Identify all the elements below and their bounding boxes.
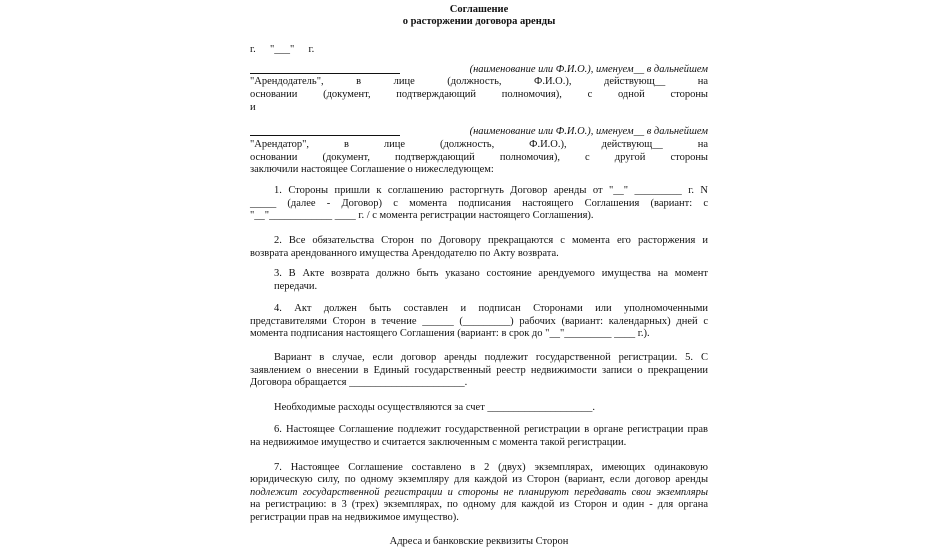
clause7-line4: на регистрацию: в 3 (трех) экземплярах, по одному для каждой из Сторон и один - для органа [250, 499, 708, 510]
clause7-line1: 7. Настоящее Соглашение составлено в 2 (двух) экземплярах, имеющих одинаковую [274, 462, 708, 473]
clause6-line1: 6. Настоящее Соглашение подлежит государственной регистрации в органе регистрации прав [274, 424, 708, 435]
clause2-line1: 2. Все обязательства Сторон по Договору прекращаются с момента его расторжения и [274, 235, 708, 246]
place-date-line: г. "___" г. [250, 44, 315, 55]
party2-text-line3: основании (документ, подтверждающий полномочия), с другой стороны [250, 152, 708, 163]
document-subtitle: о расторжении договора аренды [402, 16, 556, 27]
clause5-line1: Вариант в случае, если договор аренды подлежит государственной регистрации. 5. С [274, 352, 708, 363]
document-title: Соглашение [449, 4, 509, 15]
party1-text-line1: (наименование или Ф.И.О.), именуем__ в дальнейшем [469, 64, 708, 75]
clause1-line2: _____ (далее - Договор) с момента подписания настоящего Соглашения (вариант: с [250, 198, 708, 209]
clause7-line2: юридическую силу, по одному экземпляру для каждой из Сторон (вариант, если договор аренды [250, 474, 708, 485]
clause4-line3: момента подписания настоящего Соглашения (вариант: в срок до "__"_________ ____ г.). [250, 328, 650, 339]
party2-text-line2: "Арендатор", в лице (должность, Ф.И.О.), действующ__ на [250, 139, 708, 150]
clause2-line2: возврата арендованного имущества Арендодателю по Акту возврата. [250, 248, 559, 259]
costs-line: Необходимые расходы осуществляются за счет ____________________. [274, 402, 596, 413]
requisites-heading: Адреса и банковские реквизиты Сторон [389, 536, 569, 547]
clause7-line5: регистрации прав на недвижимое имущество). [250, 512, 459, 523]
clause4-line1: 4. Акт должен быть составлен и подписан Сторонами или уполномоченными [274, 303, 708, 314]
party1-text-line4: и [250, 102, 256, 113]
clause4-line2: представителями Сторон в течение ______ (_________) рабочих (вариант: календарных) дней с [250, 316, 708, 327]
party2-text-line1: (наименование или Ф.И.О.), именуем__ в дальнейшем [469, 126, 708, 137]
clause1-line1: 1. Стороны пришли к соглашению расторгнуть Договор аренды от "__" _________ г. N [274, 185, 708, 196]
clause5-line2: заявлением о внесении в Единый государственный реестр недвижимости записи о прекращении [250, 365, 708, 376]
party1-name-blank [250, 64, 400, 74]
clause7-line3: подлежит государственной регистрации и стороны не планируют передавать свои экземпляры [250, 487, 708, 498]
party1-line1 [250, 64, 708, 76]
party1-text-line3: основании (документ, подтверждающий полномочия), с одной стороны [250, 89, 708, 100]
clause6-line2: на недвижимое имущество и считается заключенным с момента такой регистрации. [250, 437, 627, 448]
clause5-line3: Договора обращается ______________________. [250, 377, 468, 388]
clause3-line2: передачи. [274, 281, 318, 292]
party2-name-blank [250, 126, 400, 136]
party1-text-line2: "Арендодатель", в лице (должность, Ф.И.О.), действующ__ на [250, 76, 708, 87]
party2-line1 [250, 126, 708, 138]
clause1-line3: "__"____________ ____ г. / с момента регистрации настоящего Соглашения). [250, 210, 594, 221]
clause3-line1: 3. В Акте возврата должно быть указано состояние арендуемого имущества на момент [274, 268, 708, 279]
party2-text-line4: заключили настоящее Соглашение о нижеследующем: [250, 164, 494, 175]
